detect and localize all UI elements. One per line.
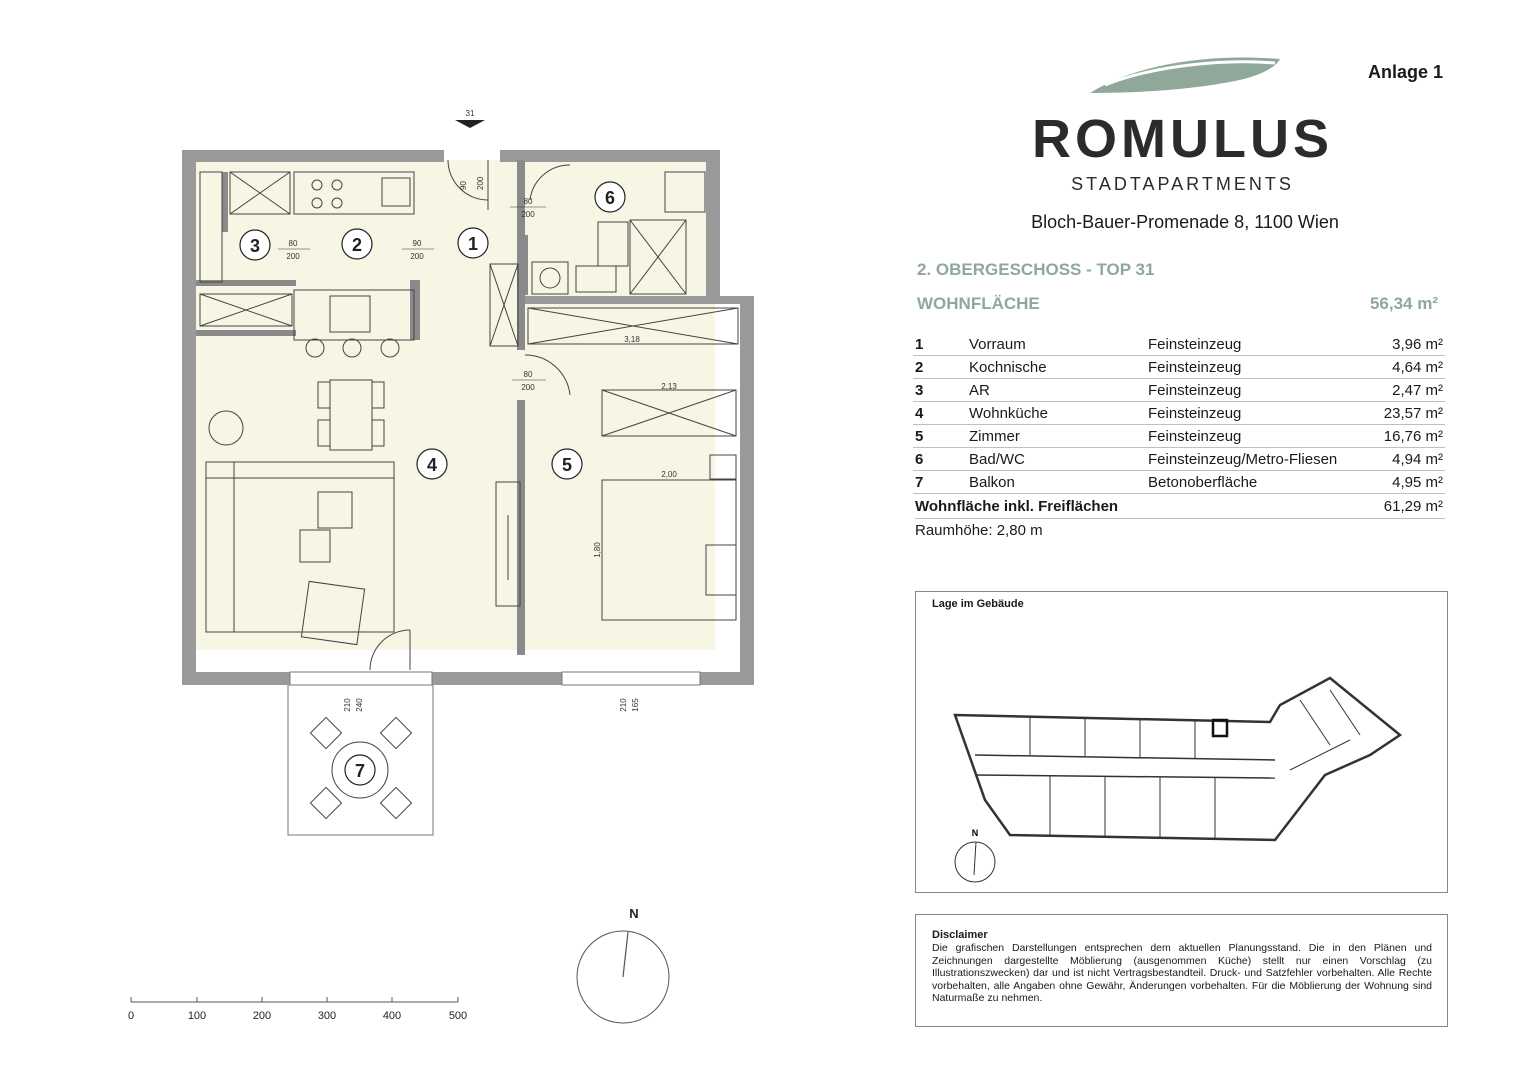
room-area: 3,96 m² — [1365, 333, 1445, 356]
room-material: Feinsteinzeug — [1146, 356, 1365, 379]
room-nr: 5 — [913, 425, 967, 448]
svg-text:300: 300 — [317, 1010, 337, 1022]
room-nr: 7 — [913, 471, 967, 494]
room-number-5: 5 — [561, 455, 573, 475]
room-number-3: 3 — [249, 236, 261, 256]
floor-fill — [195, 160, 715, 835]
room-name: Bad/WC — [967, 448, 1146, 471]
total-label: Wohnfläche inkl. Freiflächen — [915, 498, 1119, 515]
scale-bar — [131, 997, 458, 1002]
table-row — [913, 402, 1445, 425]
room-table — [913, 333, 1445, 494]
room-name: Kochnische — [967, 356, 1146, 379]
north-compass — [577, 906, 669, 1023]
svg-text:200: 200 — [521, 383, 535, 392]
room-name: Zimmer — [967, 425, 1146, 448]
raumhoehe: Raumhöhe: 2,80 m — [915, 522, 1043, 539]
svg-text:200: 200 — [252, 1010, 272, 1022]
room-material: Feinsteinzeug — [1146, 379, 1365, 402]
svg-text:2,00: 2,00 — [661, 470, 677, 479]
svg-text:1,80: 1,80 — [593, 542, 602, 558]
room-nr: 2 — [913, 356, 967, 379]
location-title: Lage im Gebäude — [932, 598, 1024, 610]
room-material: Feinsteinzeug/Metro-Fliesen — [1146, 448, 1365, 471]
svg-text:0: 0 — [127, 1010, 135, 1022]
svg-text:90: 90 — [412, 239, 422, 248]
total-row — [915, 498, 1445, 519]
room-material: Feinsteinzeug — [1146, 402, 1365, 425]
disclaimer-text: Die grafischen Darstellungen entsprechen dem aktuellen Planungsstand. Die in den Plänen und Zeichnungen dargestellte Möblierung (ausgenommen Küche) stellt nur einen Vorschlag (zu Illustrationszwecken) dar und ist nicht Vertragsbestandteil. Druck- und Satzfehler vorbehalten. Alle Rechte vorbehalten, alle Angaben ohne Gewähr, Änderungen vorbehalten. Für die Möblierung der Wohnung sind Naturmaße zu nehmen. — [932, 942, 1432, 1004]
room-area: 4,94 m² — [1365, 448, 1445, 471]
room-area: 16,76 m² — [1365, 425, 1445, 448]
building-location-diagram — [930, 660, 1430, 885]
room-number-7: 7 — [354, 761, 366, 781]
svg-text:3,18: 3,18 — [624, 335, 640, 344]
room-number-4: 4 — [426, 455, 438, 475]
entrance-marker — [455, 109, 485, 128]
svg-text:2,13: 2,13 — [661, 382, 677, 391]
wohnflaeche-label: WOHNFLÄCHE — [917, 294, 1040, 313]
svg-text:200: 200 — [476, 176, 485, 190]
total-value: 61,29 m² — [1383, 498, 1443, 515]
svg-text:240: 240 — [355, 698, 364, 712]
unit-highlight — [1213, 720, 1227, 736]
address: Bloch-Bauer-Promenade 8, 1100 Wien — [1031, 212, 1339, 232]
table-row — [913, 425, 1445, 448]
table-row — [913, 379, 1445, 402]
svg-text:400: 400 — [382, 1010, 402, 1022]
floor-title: 2. OBERGESCHOSS - TOP 31 — [917, 260, 1155, 279]
room-area: 4,95 m² — [1365, 471, 1445, 494]
room-nr: 3 — [913, 379, 967, 402]
room-number-2: 2 — [351, 235, 363, 255]
room-area: 4,64 m² — [1365, 356, 1445, 379]
svg-text:80: 80 — [523, 370, 533, 379]
svg-text:N: N — [629, 906, 639, 921]
anlage-label: Anlage 1 — [1368, 62, 1444, 82]
brand-name: ROMULUS — [1032, 109, 1333, 169]
table-row — [913, 333, 1445, 356]
room-area: 23,57 m² — [1365, 402, 1445, 425]
svg-text:200: 200 — [521, 210, 535, 219]
table-row — [913, 471, 1445, 494]
disclaimer-title: Disclaimer — [932, 929, 988, 941]
room-nr: 6 — [913, 448, 967, 471]
svg-text:80: 80 — [523, 197, 533, 206]
room-name: Vorraum — [967, 333, 1146, 356]
room-number-6: 6 — [604, 188, 616, 208]
room-name: Balkon — [967, 471, 1146, 494]
svg-text:200: 200 — [286, 252, 300, 261]
svg-text:200: 200 — [410, 252, 424, 261]
svg-text:90: 90 — [459, 181, 468, 190]
lage-north-label: N — [971, 828, 979, 838]
room-material: Betonoberfläche — [1146, 471, 1365, 494]
room-number-1: 1 — [467, 234, 479, 254]
table-row — [913, 356, 1445, 379]
room-area: 2,47 m² — [1365, 379, 1445, 402]
svg-text:500: 500 — [448, 1010, 468, 1022]
brand-subtitle: STADTAPARTMENTS — [1071, 174, 1294, 194]
room-nr: 4 — [913, 402, 967, 425]
svg-text:100: 100 — [187, 1010, 207, 1022]
romulus-logo-mark — [1085, 45, 1285, 100]
table-row — [913, 448, 1445, 471]
room-material: Feinsteinzeug — [1146, 425, 1365, 448]
svg-text:80: 80 — [288, 239, 298, 248]
room-nr: 1 — [913, 333, 967, 356]
room-material: Feinsteinzeug — [1146, 333, 1365, 356]
svg-text:210: 210 — [619, 698, 628, 712]
svg-text:210: 210 — [343, 698, 352, 712]
wohnflaeche-value: 56,34 m² — [1369, 294, 1438, 313]
svg-text:31: 31 — [465, 109, 475, 118]
scale-labels — [128, 1010, 467, 1022]
svg-text:165: 165 — [631, 698, 640, 712]
room-name: AR — [967, 379, 1146, 402]
room-name: Wohnküche — [967, 402, 1146, 425]
